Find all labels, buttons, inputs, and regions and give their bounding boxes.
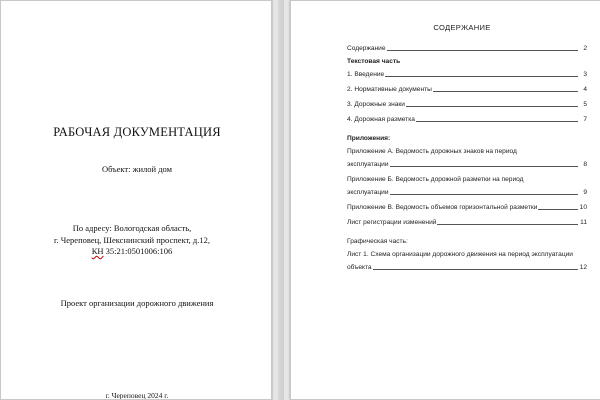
document-title: РАБОЧАЯ ДОКУМЕНТАЦИЯ xyxy=(53,125,221,139)
address-line-3 xyxy=(1,246,263,258)
table-of-contents xyxy=(347,23,587,272)
toc-row-register: Лист регистрации изменений 11 xyxy=(347,219,587,226)
title-page xyxy=(0,0,272,400)
sheet1-line1: Лист 1. Схема организации дорожного движения на период эксплуатации xyxy=(347,251,573,258)
object-line: Объект: жилой дом xyxy=(101,164,173,174)
page-gap xyxy=(278,0,284,400)
address-block xyxy=(1,223,263,258)
appendix-heading: Приложения: xyxy=(347,135,391,142)
contents-page xyxy=(290,0,600,400)
appendix-b-line1: Приложение Б. Ведомость дорожной разметки на период xyxy=(347,176,524,183)
toc-row-text-2: 2. Нормативные документы 4 xyxy=(347,86,587,93)
appendix-a-line1: Приложение А. Ведомость дорожных знаков на период xyxy=(347,148,517,155)
project-title: Проект организации дорожного движения xyxy=(60,298,214,308)
cadastral-prefix: КН xyxy=(91,246,104,256)
toc-row-appendix-b: эксплуатации 9 xyxy=(347,189,587,196)
toc-row-appendix-c: Приложение В. Ведомость объемов горизонтальной разметки 10 xyxy=(347,204,587,211)
address-line-1: По адресу: Вологодская область, xyxy=(72,223,192,233)
toc-row-text-4: 4. Дорожная разметка 7 xyxy=(347,116,587,123)
address-line-2: г. Череповец, Шекснинский проспект, д.12, xyxy=(53,234,210,245)
toc-row-text-1: 1. Введение 3 xyxy=(347,71,587,78)
contents-heading: СОДЕРЖАНИЕ xyxy=(433,23,491,32)
toc-row-sheet1: объекта 12 xyxy=(347,264,587,271)
city-year-footer: г. Череповец 2024 г. xyxy=(105,391,169,400)
toc-row-appendix-a: эксплуатации 8 xyxy=(347,161,587,168)
cadastral-number: 35:21:0501006:106 xyxy=(103,246,173,256)
graphic-part-heading: Графическая часть: xyxy=(347,238,408,245)
toc-row-text-3: 3. Дорожные знаки 5 xyxy=(347,101,587,108)
toc-row-contents: Содержание 2 xyxy=(347,45,587,52)
text-part-heading: Текстовая часть xyxy=(347,58,401,65)
